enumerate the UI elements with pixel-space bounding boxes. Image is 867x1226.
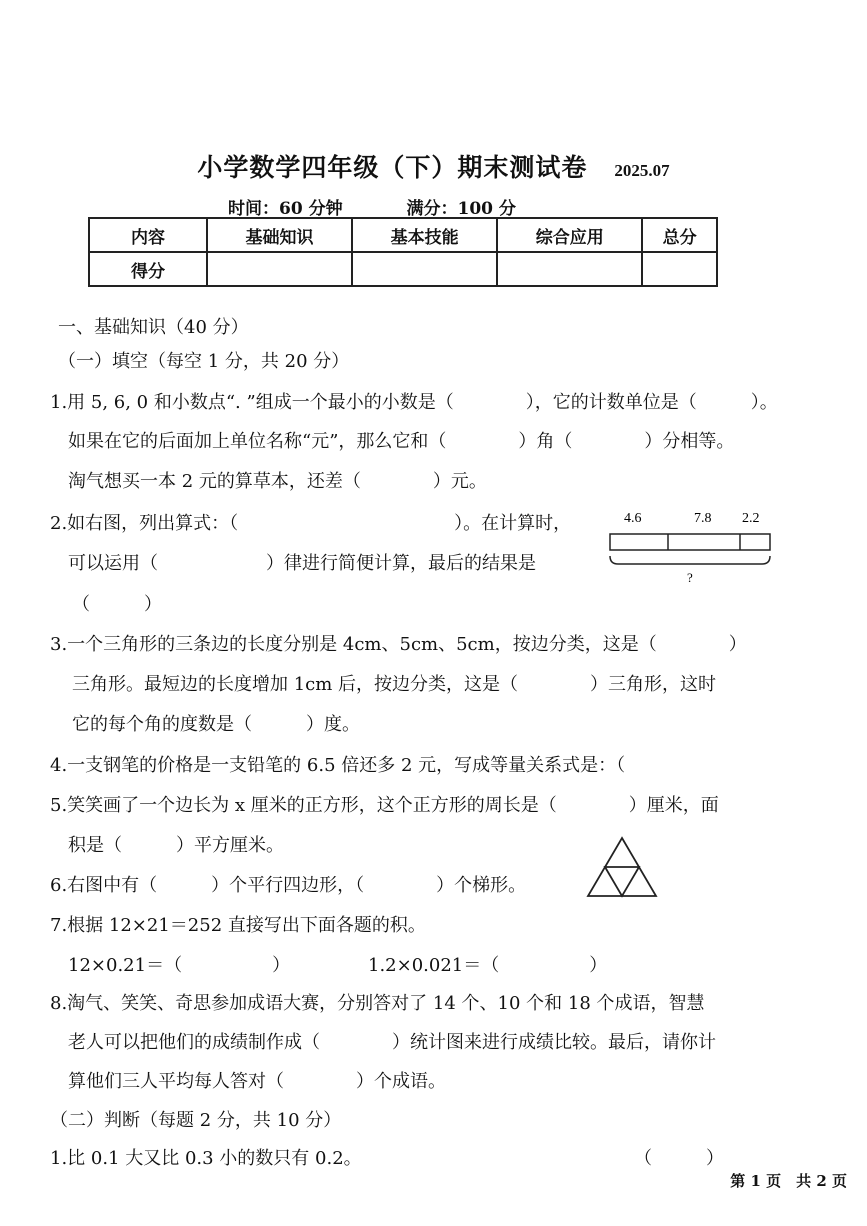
score-row-label: 得分	[89, 252, 207, 286]
exam-title: 小学数学四年级（下）期末测试卷	[197, 153, 588, 182]
title-row	[0, 148, 867, 184]
score-cell-applied[interactable]	[497, 252, 642, 286]
question-4-line-1: 4.一支钢笔的价格是一支铅笔的 6.5 倍还多 2 元，写成等量关系式是：（	[50, 755, 626, 776]
score-table	[88, 217, 718, 287]
segment-total-label: ?	[687, 570, 693, 585]
segment-label-b: 7.8	[694, 511, 712, 526]
score-header-content: 内容	[89, 218, 207, 252]
question-3-line-2: 三角形。最短边的长度增加 1cm 后，按边分类，这是（ ）三角形，这时	[72, 674, 717, 695]
question-1-line-3: 淘气想买一本 2 元的算草本，还差（ ）元。	[68, 471, 487, 492]
judge-question-1: 1.比 0.1 大又比 0.3 小的数只有 0.2。	[50, 1148, 362, 1169]
question-8-line-1: 8.淘气、笑笑、奇思参加成语大赛，分别答对了 14 个、10 个和 18 个成语，智慧	[50, 993, 705, 1014]
page-footer: 第 1 页 共 2 页	[730, 1172, 847, 1190]
question-7-part-b: 1.2×0.021＝（ ）	[368, 955, 608, 976]
score-header-skill: 基本技能	[352, 218, 497, 252]
score-table-header-row	[89, 218, 717, 252]
segment-diagram	[602, 504, 782, 590]
subsection-fill-title: （一）填空（每空 1 分，共 20 分）	[58, 351, 350, 372]
question-7-line-1: 7.根据 12×21＝252 直接写出下面各题的积。	[50, 915, 426, 936]
question-1-line-1: 1.用 5, 6, 0 和小数点“. ”组成一个最小的小数是（ ），它的计数单位是（ ）。	[50, 392, 778, 413]
question-7-part-a: 12×0.21＝（ ）	[68, 955, 291, 976]
question-8-line-2: 老人可以把他们的成绩制作成（ ）统计图来进行成绩比较。最后，请你计	[68, 1032, 716, 1053]
exam-date: 2025.07	[614, 161, 670, 180]
judge-question-1-answer[interactable]: （ ）	[634, 1148, 724, 1169]
question-2-line-1: 2.如右图，列出算式：（ ）。在计算时，	[50, 513, 572, 534]
segment-total-brace	[610, 556, 770, 564]
score-cell-basic[interactable]	[207, 252, 352, 286]
score-cell-skill[interactable]	[352, 252, 497, 286]
segment-bar	[610, 534, 770, 550]
score-cell-total[interactable]	[642, 252, 717, 286]
score-header-total: 总分	[642, 218, 717, 252]
question-3-line-1: 3.一个三角形的三条边的长度分别是 4cm、5cm、5cm，按边分类，这是（ ）	[50, 634, 747, 655]
question-5-line-1: 5.笑笑画了一个边长为 x 厘米的正方形，这个正方形的周长是（ ）厘米，面	[50, 795, 719, 816]
question-3-line-3: 它的每个角的度数是（ ）度。	[72, 714, 360, 735]
exam-time: 时间：60 分钟	[228, 199, 343, 219]
question-8-line-3: 算他们三人平均每人答对（ ）个成语。	[68, 1071, 446, 1092]
question-2-line-3: （ ）	[72, 594, 162, 615]
score-table-score-row	[89, 252, 717, 286]
section-basic-title: 一、基础知识（40 分）	[58, 317, 249, 338]
question-1-line-2: 如果在它的后面加上单位名称“元”，那么它和（ ）角（ ）分相等。	[68, 431, 735, 452]
exam-full-score: 满分：100 分	[406, 199, 516, 219]
exam-meta	[228, 194, 516, 219]
score-header-basic: 基础知识	[207, 218, 352, 252]
segment-label-a: 4.6	[624, 511, 642, 526]
question-5-line-2: 积是（ ）平方厘米。	[68, 835, 284, 856]
question-6-line-1: 6.右图中有（ ）个平行四边形，（ ）个梯形。	[50, 875, 527, 896]
score-header-applied: 综合应用	[497, 218, 642, 252]
segment-label-c: 2.2	[742, 511, 760, 526]
triangle-figure	[582, 834, 662, 900]
question-2-line-2: 可以运用（ ）律进行简便计算，最后的结果是	[68, 553, 536, 574]
triangle-inner	[605, 867, 639, 896]
subsection-judge-title: （二）判断（每题 2 分，共 10 分）	[50, 1110, 342, 1131]
